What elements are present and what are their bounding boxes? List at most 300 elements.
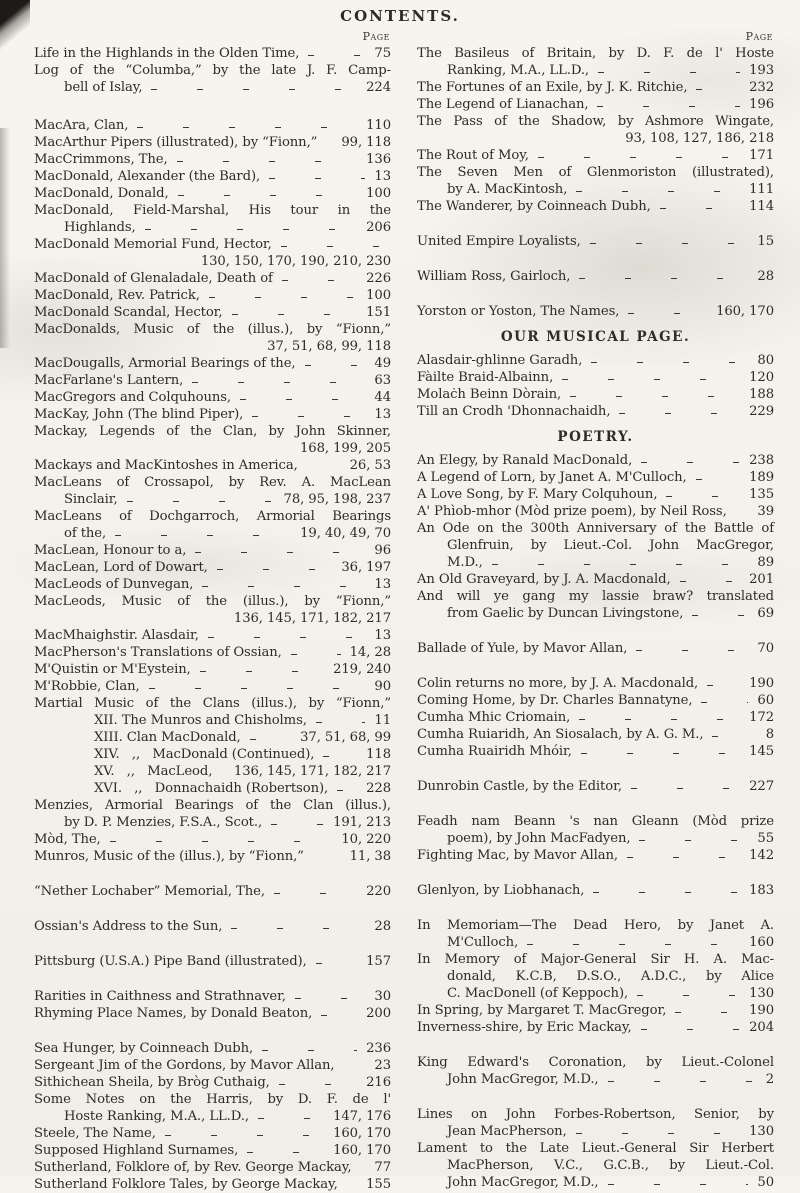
toc-line [34, 661, 391, 678]
entry-text: A Love Song, by F. Mary Colquhoun, [417, 487, 658, 502]
entry-text-line: MacLeans of Dochgarroch, Armorial Bearings [34, 509, 391, 524]
toc-line [34, 134, 391, 151]
page-number: 13 [374, 628, 391, 643]
toc-line [34, 542, 391, 559]
spacer [34, 1022, 391, 1040]
leader-space [307, 848, 347, 865]
toc-line [34, 1057, 391, 1074]
page-number: 130 [749, 986, 774, 1001]
toc-entry [417, 503, 774, 520]
entry-text: William Ross, Gairloch, [417, 269, 571, 284]
dash-leader [573, 268, 754, 285]
entry-text: poem), by John MacFadyen, [447, 831, 631, 846]
dash-leader [654, 198, 746, 215]
entry-text: Rarities in Caithness and Strathnaver, [34, 989, 286, 1004]
entry-text: from Gaelic by Duncan Livingstone, [447, 606, 684, 621]
toc-line [417, 847, 774, 864]
dash-leader [285, 644, 347, 661]
toc-entry [417, 847, 774, 864]
page-number: 136, 145, 171, 182, 217 [233, 611, 391, 626]
spacer [417, 1088, 774, 1106]
entry-text: MacFarlane's Lantern, [34, 373, 184, 388]
page-number: 227 [749, 779, 774, 794]
page-number: 130 [749, 1124, 774, 1139]
page-number: 80 [757, 353, 774, 368]
dash-leader [196, 576, 371, 593]
entry-text: Fàilte Braid-Albainn, [417, 370, 554, 385]
toc-line [34, 848, 391, 865]
spacer [417, 285, 774, 303]
entry-text-line: The Basileus of Britain, by D. F. de l' Hoste [417, 46, 774, 61]
toc-line [34, 1074, 391, 1091]
entry-text: M'Robbie, Clan, [34, 679, 140, 694]
dash-leader [194, 661, 330, 678]
dash-leader [299, 355, 372, 372]
toc-entry [417, 486, 774, 503]
entry-text-line: MacLeans of Crossapol, by Rev. A. MacLean [34, 475, 391, 490]
page-number: 151 [366, 305, 391, 320]
entry-text: The Rout of Moy, [417, 148, 529, 163]
entry-text: Supposed Highland Surnames, [34, 1143, 239, 1158]
entry-text: Sithichean Sheila, by Bròg Cuthaig, [34, 1075, 270, 1090]
toc-entry [34, 151, 391, 168]
leader-space [37, 440, 297, 457]
toc-entry [34, 117, 391, 134]
dash-leader [592, 62, 746, 79]
toc-line [34, 270, 391, 287]
toc-entry [34, 355, 391, 372]
page-label: Page [362, 30, 390, 43]
entry-text: by A. MacKintosh, [447, 182, 568, 197]
page-number: 135 [749, 487, 774, 502]
toc-entry [34, 695, 391, 797]
entry-text: Coming Home, by Dr. Charles Bannatyne, [417, 693, 693, 708]
page-number: 110 [366, 118, 391, 133]
entry-text: Cumha Ruairidh Mhóir, [417, 744, 572, 759]
toc-line [34, 1176, 391, 1193]
toc-entry [34, 918, 391, 935]
dash-leader [246, 406, 371, 423]
dash-leader [635, 452, 746, 469]
entry-text: Cumha Ruiaridh, An Siosalach, by A. G. M., [417, 727, 704, 742]
spacer [34, 970, 391, 988]
left-column-body [34, 45, 391, 1193]
toc-entry [34, 270, 391, 287]
dash-leader [211, 559, 339, 576]
leader-space [37, 338, 264, 355]
page-number: 36, 197 [341, 560, 391, 575]
toc-line [34, 355, 391, 372]
page-number: 78, 95, 198, 237 [283, 492, 391, 507]
toc-entry [34, 661, 391, 678]
toc-line [34, 287, 391, 304]
toc-entry [34, 576, 391, 593]
toc-line [417, 985, 774, 1002]
toc-entry [34, 372, 391, 389]
page-number: 90 [374, 679, 391, 694]
toc-entry [34, 236, 391, 270]
dash-leader [225, 918, 371, 935]
entry-text: MacAra, Clan, [34, 118, 129, 133]
dash-leader [131, 117, 363, 134]
dash-leader [234, 389, 371, 406]
toc-line [417, 233, 774, 250]
leader-space [341, 1176, 363, 1193]
page-number: 11, 38 [349, 849, 391, 864]
toc-entry [417, 113, 774, 147]
entry-text: MacLean, Lord of Dowart, [34, 560, 208, 575]
entry-text-line: Feadh nam Beann 's nan Gleann (Mòd prize [417, 814, 774, 829]
entry-text: MacMhaighstir. Alasdair, [34, 628, 199, 643]
toc-entry [417, 352, 774, 369]
dash-leader [625, 778, 746, 795]
entry-text-line: Log of the “Columba,” by the late J. F. Camp- [34, 63, 391, 78]
toc-line [34, 627, 391, 644]
page-label: Page [745, 30, 773, 43]
page-number: 14, 28 [349, 645, 391, 660]
dash-leader [265, 814, 330, 831]
toc-line [417, 403, 774, 420]
dash-leader [109, 525, 297, 542]
entry-text: MacCrimmons, The, [34, 152, 168, 167]
toc-entry [417, 1054, 774, 1088]
dash-leader [310, 953, 363, 970]
page-number: 55 [757, 831, 774, 846]
entry-text: Dunrobin Castle, by the Editor, [417, 779, 622, 794]
entry-text: Pittsburg (U.S.A.) Pipe Band (illustrated), [34, 954, 307, 969]
leader-space [37, 253, 198, 270]
left-column [34, 27, 391, 1193]
toc-entry [417, 403, 774, 420]
toc-line [34, 168, 391, 185]
entry-text: John MacGregor, M.D., [447, 1175, 599, 1190]
page-number: 60 [757, 693, 774, 708]
dash-leader [302, 45, 371, 62]
page-number: 226 [366, 271, 391, 286]
toc-line [417, 268, 774, 285]
entry-text-line: Mackay, Legends of the Clan, by John Skinner, [34, 424, 391, 439]
entry-text: Sutherland Folklore Tales, by George Mackay, [34, 1177, 338, 1192]
leader-space [301, 457, 347, 474]
page-number: 118 [366, 747, 391, 762]
toc-line [34, 831, 391, 848]
toc-entry [34, 831, 391, 848]
entry-text: MacDonald Scandal, Hector, [34, 305, 223, 320]
page-title: CONTENTS. [340, 7, 460, 25]
toc-line [34, 338, 391, 355]
toc-entry [34, 304, 391, 321]
toc-entry [417, 1002, 774, 1019]
toc-entry [34, 1057, 391, 1074]
toc-entry [34, 1176, 391, 1193]
page-number: 111 [749, 182, 774, 197]
toc-entry [417, 164, 774, 198]
toc-line [34, 918, 391, 935]
toc-entry [417, 268, 774, 285]
page-number: 183 [749, 883, 774, 898]
entry-text: In Spring, by Margaret T. MacGregor, [417, 1003, 667, 1018]
dash-leader [145, 79, 363, 96]
dash-leader [104, 831, 339, 848]
toc-entry [417, 675, 774, 692]
toc-line [34, 1142, 391, 1159]
toc-entry [34, 627, 391, 644]
paper-stain [0, 128, 10, 348]
spacer [417, 215, 774, 233]
entry-text: “Nether Lochaber” Memorial, The, [34, 884, 265, 899]
leader-space [215, 763, 231, 780]
dash-leader [690, 469, 746, 486]
page-column-header [34, 27, 391, 45]
toc-line [34, 988, 391, 1005]
toc-entry [417, 452, 774, 469]
dash-leader [203, 287, 363, 304]
toc-line [417, 352, 774, 369]
dash-leader [252, 1108, 330, 1125]
page-number: 136, 145, 171, 182, 217 [233, 764, 391, 779]
toc-line [417, 469, 774, 486]
entry-text: XVI. ,, Donnachaidh (Robertson), [94, 781, 329, 796]
toc-line [34, 559, 391, 576]
entry-text-line: MacDonalds, Music of the (illus.), by “Fionn,” [34, 322, 391, 337]
toc-line [34, 151, 391, 168]
page-number: 26, 53 [349, 458, 391, 473]
toc-entry [417, 709, 774, 726]
toc-line [34, 45, 391, 62]
contents-columns [0, 25, 800, 1193]
toc-line [34, 814, 391, 831]
toc-line [417, 692, 774, 709]
entry-text-line: MacPherson, V.C., G.C.B., by Lieut.-Col. [447, 1158, 774, 1173]
entry-text: MacDonald Memorial Fund, Hector, [34, 237, 272, 252]
toc-entry [34, 1091, 391, 1125]
entry-text-line: MacLeods, Music of the (illus.), by “Fionn,” [34, 594, 391, 609]
dash-leader [674, 571, 747, 588]
toc-entry [417, 369, 774, 386]
toc-entry [34, 1142, 391, 1159]
toc-line [417, 554, 774, 571]
toc-entry [417, 951, 774, 1002]
dash-leader [602, 1174, 755, 1191]
toc-entry [417, 1106, 774, 1140]
page-number: 19, 40, 49, 70 [300, 526, 391, 541]
entry-text: A Legend of Lorn, by Janet A. M'Culloch, [417, 470, 687, 485]
entry-text: MacArthur Pipers (illustrated), by “Fionn,” [34, 135, 318, 150]
page-number: 200 [366, 1006, 391, 1021]
dash-leader [701, 675, 746, 692]
entry-text: An Elegy, by Ranald MacDonald, [417, 453, 633, 468]
entry-text: Ossian's Address to the Sun, [34, 919, 223, 934]
toc-entry [417, 1019, 774, 1036]
toc-line [34, 457, 391, 474]
page-number: 75 [374, 46, 391, 61]
entry-text-line: Menzies, Armorial Bearings of the Clan (illus.), [34, 798, 391, 813]
entry-text: Steele, The Name, [34, 1126, 156, 1141]
toc-line [417, 486, 774, 503]
entry-text: Sutherland, Folklore of, by Rev. George Mackay, [34, 1160, 352, 1175]
toc-line [417, 1002, 774, 1019]
spacer [417, 657, 774, 675]
toc-line [34, 883, 391, 900]
toc-entry [34, 508, 391, 542]
dash-leader [143, 678, 372, 695]
page-number: 232 [749, 80, 774, 95]
entry-text: bell of Islay, [64, 80, 143, 95]
spacer [417, 250, 774, 268]
toc-entry [34, 848, 391, 865]
entry-text: XV. ,, MacLeod, [94, 764, 213, 779]
toc-entry [417, 726, 774, 743]
page-number: 171 [749, 148, 774, 163]
entry-text: United Empire Loyalists, [417, 234, 581, 249]
toc-line [417, 1019, 774, 1036]
entry-text-line: The Pass of the Shadow, by Ashmore Wingate, [417, 114, 774, 129]
spacer [417, 1036, 774, 1054]
toc-entry [417, 45, 774, 79]
toc-entry [34, 1005, 391, 1022]
leader-space [337, 1057, 371, 1074]
dash-leader [139, 219, 363, 236]
page-number: 39 [757, 504, 774, 519]
toc-entry [34, 389, 391, 406]
page-number: 147, 176 [333, 1109, 391, 1124]
toc-line [34, 644, 391, 661]
page-number: 30 [374, 989, 391, 1004]
dash-leader [587, 882, 746, 899]
dash-leader [690, 79, 746, 96]
entry-text: The Wanderer, by Coinneach Dubh, [417, 199, 651, 214]
page-number: 193 [749, 63, 774, 78]
entry-text: Ranking, M.A., LL.D., [447, 63, 590, 78]
toc-entry [34, 202, 391, 236]
page-number: 13 [374, 169, 391, 184]
toc-line [417, 503, 774, 520]
page-number: 2 [765, 1072, 774, 1087]
toc-line [417, 303, 774, 320]
dash-leader [633, 830, 754, 847]
page-number: 70 [757, 641, 774, 656]
dash-leader [585, 352, 754, 369]
toc-line [417, 571, 774, 588]
page-number: 49 [374, 356, 391, 371]
toc-line [34, 304, 391, 321]
entry-text: Molaċh Beinn Dòrain, [417, 387, 562, 402]
toc-line [417, 181, 774, 198]
page-number: 229 [749, 404, 774, 419]
dash-leader [315, 1005, 363, 1022]
toc-line [34, 678, 391, 695]
toc-line [417, 369, 774, 386]
entry-text-line: The Seven Men of Glenmoriston (illustrated), [417, 165, 774, 180]
entry-text: MacDonald, Donald, [34, 186, 169, 201]
entry-text: Mòd, The, [34, 832, 101, 847]
toc-line [34, 1108, 391, 1125]
toc-entry [417, 520, 774, 571]
dash-leader [171, 151, 364, 168]
entry-text: Hoste Ranking, M.A., LL.D., [64, 1109, 249, 1124]
entry-text-line: Glenfruin, by Lieut.-Col. John MacGregor, [447, 538, 774, 553]
leader-space [355, 1159, 372, 1176]
toc-entry [417, 303, 774, 320]
toc-entry [417, 386, 774, 403]
page-number: 160 [749, 935, 774, 950]
entry-text: MacLeods of Dunvegan, [34, 577, 194, 592]
page-number: 142 [749, 848, 774, 863]
dash-leader [273, 1074, 363, 1091]
entry-text: MacDougalls, Armorial Bearings of the, [34, 356, 296, 371]
toc-entry [34, 953, 391, 970]
entry-text-line: MacDonald, Field-Marshal, His tour in the [34, 203, 391, 218]
entry-text: An Old Graveyard, by J. A. Macdonald, [417, 572, 671, 587]
toc-entry [34, 134, 391, 151]
page-number: 44 [374, 390, 391, 405]
toc-entry [34, 474, 391, 508]
dash-leader [706, 726, 762, 743]
entry-text: M'Quistin or M'Eystein, [34, 662, 191, 677]
dash-leader [263, 168, 371, 185]
entry-text: XIII. Clan MacDonald, [94, 730, 241, 745]
toc-entry [417, 692, 774, 709]
toc-entry [34, 797, 391, 831]
toc-line [417, 386, 774, 403]
page-number: 206 [366, 220, 391, 235]
toc-entry [34, 423, 391, 457]
toc-line [34, 219, 391, 236]
page-number: 236 [366, 1041, 391, 1056]
entry-text: C. MacDonell (of Keppoch), [447, 986, 629, 1001]
entry-text: Fighting Mac, by Mavor Allan, [417, 848, 619, 863]
entry-text: The Fortunes of an Exile, by J. K. Ritchie, [417, 80, 688, 95]
toc-entry [34, 457, 391, 474]
dash-leader [556, 369, 746, 386]
page-number: 224 [366, 80, 391, 95]
spacer [34, 935, 391, 953]
entry-text: Mackays and MacKintoshes in America, [34, 458, 298, 473]
toc-entry [417, 917, 774, 951]
entry-text: Munros, Music of the (illus.), by “Fionn,” [34, 849, 304, 864]
toc-entry [417, 1140, 774, 1191]
leader-space [420, 130, 622, 147]
page-number: 216 [366, 1075, 391, 1090]
toc-entry [34, 185, 391, 202]
toc-line [34, 610, 391, 627]
page-number: 190 [749, 1003, 774, 1018]
toc-entry [34, 406, 391, 423]
dash-leader [621, 847, 746, 864]
page-number: 191, 213 [333, 815, 391, 830]
dash-leader [564, 386, 746, 403]
toc-line [417, 743, 774, 760]
page-number: 160, 170 [333, 1126, 391, 1141]
toc-entry [34, 644, 391, 661]
dash-leader [532, 147, 746, 164]
section-heading: OUR MUSICAL PAGE. [500, 329, 691, 345]
page-number: 13 [374, 407, 391, 422]
page-number: 172 [749, 710, 774, 725]
toc-line [34, 780, 391, 797]
dash-leader [591, 96, 746, 113]
toc-line [417, 62, 774, 79]
entry-text-line: In Memoriam—The Dead Hero, by Janet A. [417, 918, 774, 933]
toc-line [417, 778, 774, 795]
toc-line [34, 525, 391, 542]
toc-line [417, 130, 774, 147]
toc-line [34, 440, 391, 457]
toc-line [34, 253, 391, 270]
toc-line [417, 726, 774, 743]
dash-leader [686, 605, 754, 622]
leader-space [37, 610, 231, 627]
